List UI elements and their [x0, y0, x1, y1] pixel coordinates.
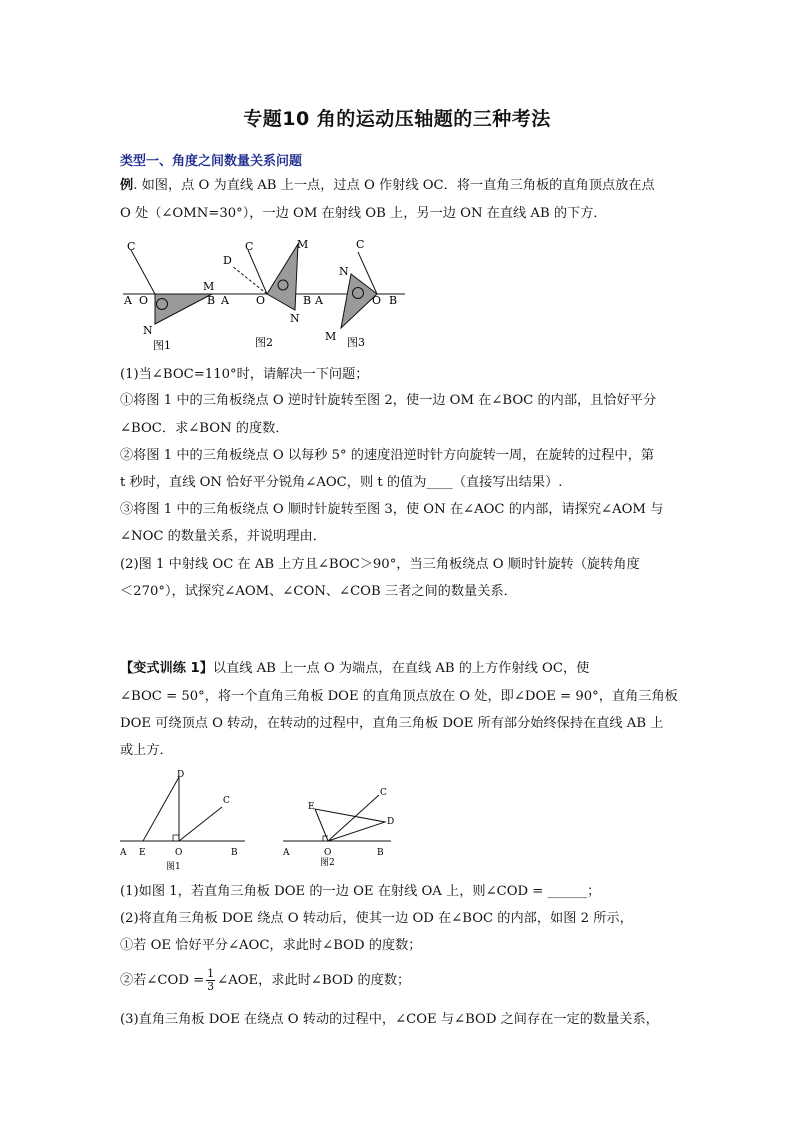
question-1b-line-2: t 秒时，直线 ON 恰好平分锐角∠AOC，则 t 的值为____（直接写出结果）.: [120, 475, 563, 490]
question-1: (1)当∠BOC=110°时，请解决一下问题；: [120, 367, 369, 382]
variant-question-2a: ①若 OE 恰好平分∠AOC，求此时∠BOD 的度数；: [120, 938, 422, 953]
svg-text:M: M: [325, 330, 337, 343]
figure-2: [220, 238, 315, 349]
svg-text:O: O: [372, 294, 382, 307]
svg-text:E: E: [139, 848, 146, 858]
figure-2-caption: 图2: [255, 336, 273, 349]
svg-text:E: E: [308, 802, 315, 812]
svg-text:C: C: [356, 238, 365, 251]
question-1c-line-2: ∠NOC 的数量关系，并说明理由．: [120, 529, 326, 544]
svg-text:B: B: [377, 848, 384, 858]
svg-text:C: C: [245, 240, 254, 253]
variant-question-2: (2)将直角三角板 DOE 绕点 O 转动后，使其一边 OD 在∠BOC 的内部，如图 2 所示，: [120, 911, 633, 926]
svg-text:B: B: [231, 848, 238, 858]
svg-text:O: O: [139, 294, 149, 307]
variant-line-2: ∠BOC = 50°，将一个直角三角板 DOE 的直角顶点放在 O 处，即∠DOE = 90°，直角三角板: [120, 689, 678, 704]
svg-text:A: A: [283, 848, 290, 858]
svg-text:M: M: [203, 280, 215, 293]
fraction-one-third: $\frac{1}{3}$: [207, 967, 215, 993]
example-line-1: 例. 如图，点 O 为直线 AB 上一点，过点 O 作射线 OC．将一直角三角板的直角顶点放在点: [120, 178, 655, 193]
svg-text:D: D: [223, 254, 232, 267]
svg-text:D: D: [387, 817, 395, 827]
variant-lead: 【变式训练 1】: [120, 661, 213, 676]
svg-text:D: D: [177, 770, 185, 780]
svg-text:C: C: [380, 788, 387, 798]
svg-text:O: O: [256, 294, 266, 307]
variant-question-1: (1)如图 1，若直角三角板 DOE 的一边 OE 在射线 OA 上，则∠COD = ______；: [120, 884, 601, 899]
svg-text:M: M: [297, 238, 309, 251]
svg-text:N: N: [290, 312, 300, 325]
figure-1: [123, 240, 225, 352]
variant-line-4: 或上方．: [120, 743, 173, 758]
svg-text:N: N: [339, 265, 349, 278]
variant-question-2b: ②若∠COD = $\frac{1}{3}$ ∠AOE，求此时∠BOD 的度数；: [120, 967, 411, 993]
variant-figure-1: [119, 770, 245, 872]
section-heading: 类型一、角度之间数量关系问题: [120, 154, 303, 169]
variant-question-3: (3)直角三角板 DOE 在绕点 O 转动的过程中，∠COE 与∠BOD 之间存在一定的数量关系，: [120, 1012, 659, 1027]
svg-text:B: B: [207, 294, 216, 307]
figure-3: [314, 238, 405, 349]
figure-1-caption: 图1: [153, 339, 171, 352]
variant-line-3: DOE 可绕顶点 O 转动，在转动的过程中，直角三角板 DOE 所有部分始终保持在直线 AB 上: [120, 716, 664, 731]
variant-figure-2-caption: 图2: [320, 858, 335, 868]
svg-text:A: A: [315, 294, 323, 307]
svg-text:N: N: [143, 324, 153, 337]
svg-text:B: B: [389, 294, 398, 307]
question-1b-line-1: ②将图 1 中的三角板绕点 O 以每秒 5° 的速度沿逆时针方向旋转一周，在旋转的过程中，第: [120, 448, 655, 463]
question-2-line-2: ＜270°），试探究∠AOM、∠CON、∠COB 三者之间的数量关系．: [120, 584, 517, 599]
svg-text:A: A: [124, 294, 132, 307]
svg-text:O: O: [175, 848, 183, 858]
question-1a-line-1: ①将图 1 中的三角板绕点 O 逆时针旋转至图 2，使一边 OM 在∠BOC 的内部，且恰好平分: [120, 393, 657, 408]
example-lead: 例: [120, 178, 134, 193]
svg-text:C: C: [127, 240, 136, 253]
variant-figures: [115, 765, 405, 875]
page-title: 专题10 角的运动压轴题的三种考法: [243, 108, 551, 130]
svg-text:A: A: [120, 848, 127, 858]
variant-figure-2: [282, 788, 394, 868]
question-1a-line-2: ∠BOC．求∠BON 的度数．: [120, 421, 289, 436]
svg-text:C: C: [223, 796, 230, 806]
figure-3-caption: 图3: [347, 336, 365, 349]
svg-text:B: B: [303, 294, 312, 307]
svg-text:A: A: [221, 294, 229, 307]
svg-text:O: O: [324, 848, 332, 858]
variant-figure-1-caption: 图1: [166, 862, 181, 872]
example-figures: [115, 232, 415, 357]
question-1c-line-1: ③将图 1 中的三角板绕点 O 顺时针旋转至图 3，使 ON 在∠AOC 的内部，请探究∠AOM 与: [120, 502, 664, 517]
variant-line-1: 【变式训练 1】以直线 AB 上一点 O 为端点，在直线 AB 的上方作射线 OC，使: [120, 661, 590, 676]
question-2-line-1: (2)图 1 中射线 OC 在 AB 上方且∠BOC＞90°，当三角板绕点 O 顺时针旋转（旋转角度: [120, 557, 640, 572]
example-line-2: O 处（∠OMN=30°），一边 OM 在射线 OB 上，另一边 ON 在直线 AB 的下方．: [120, 206, 607, 221]
